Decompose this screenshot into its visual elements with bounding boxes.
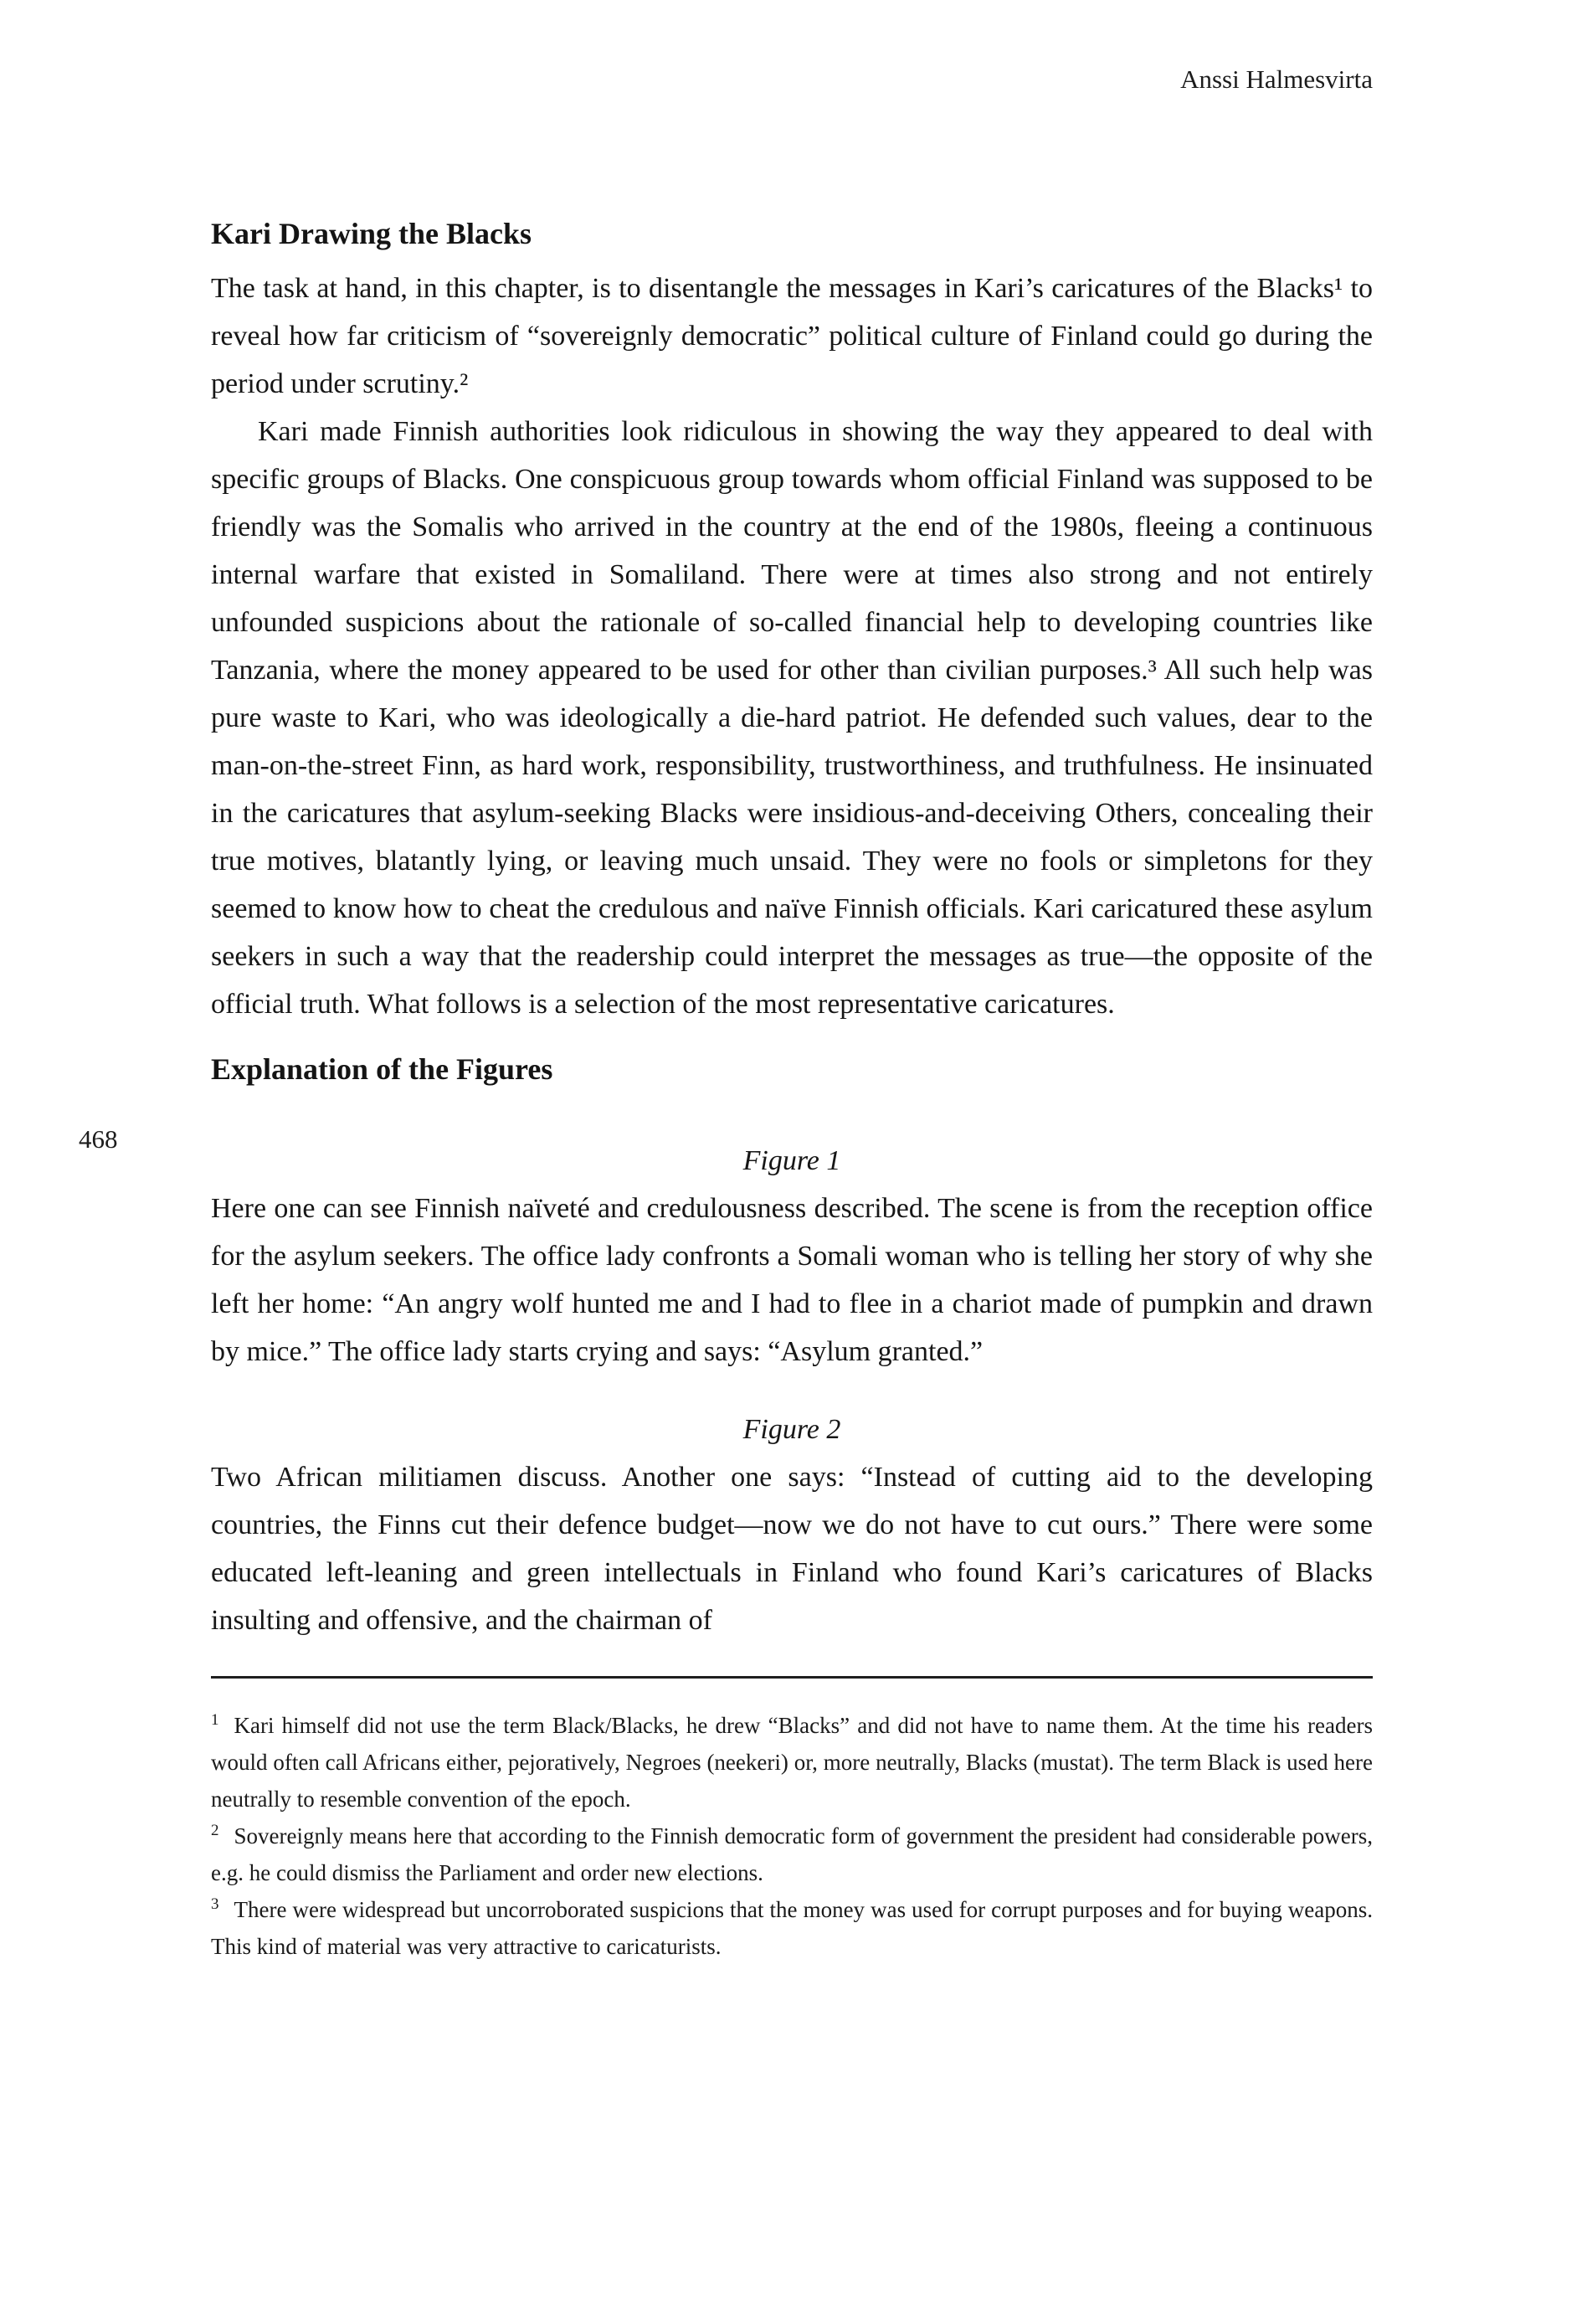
figure-2-label: Figure 2 [742,1414,841,1445]
page-number: 468 [79,1124,118,1154]
footnote-3-marker: 3 [211,1895,219,1913]
figure-1-label: Figure 1 [742,1145,841,1176]
chapter-section-heading: Kari Drawing the Blacks [211,217,532,250]
footnote-2 [211,1818,1373,1891]
footnote-1-marker: 1 [211,1711,219,1729]
footnotes-block [211,1707,1373,1965]
footnote-2-marker: 2 [211,1822,219,1839]
figure-2-description: Two African militiamen discuss. Another one says: “Instead of cutting aid to the developing countries, the Finns cut their defence budget—now we do not have to cut ours.” There were some educated left-leaning and green intellectuals in Finland who found Kari’s caricatures of Blacks insulting and offensive, and the chairman of [211,1462,1373,1636]
figures-section-heading: Explanation of the Figures [211,1052,553,1086]
figure-1-description: Here one can see Finnish naïveté and credulousness described. The scene is from the reception office for the asylum seekers. The office lady confronts a Somali woman who is telling her story of why she left her home: “An angry wolf hunted me and I had to flee in a chariot made of pumpkin and drawn by mice.” The office lady starts crying and says: “Asylum granted.” [211,1193,1373,1367]
text-column [211,0,1373,1965]
footnote-2-text: Sovereignly means here that according to the Finnish democratic form of government the president had considerable powers, e.g. he could dismiss the Parliament and order new elections. [211,1823,1373,1885]
footnote-3 [211,1891,1373,1965]
running-header-author: Anssi Halmesvirta [1180,64,1373,94]
footnote-1 [211,1707,1373,1818]
body-paragraph-2: Kari made Finnish authorities look ridiculous in showing the way they appeared to deal with specific groups of Blacks. One conspicuous group towards whom official Finland was supposed to be friendly was the Somalis who arrived in the country at the end of the 1980s, fleeing a continuous internal warfare that existed in Somaliland. There were at times also strong and not entirely unfounded suspicions about the rationale of so-called financial help to developing countries like Tanzania, where the money appeared to be used for other than civilian purposes.³ All such help was pure waste to Kari, who was ideologically a die-hard patriot. He defended such values, dear to the man-on-the-street Finn, as hard work, responsibility, trustworthiness, and truthfulness. He insinuated in the caricatures that asylum-seeking Blacks were insidious-and-deceiving Others, concealing their true motives, blatantly lying, or leaving much unsaid. They were no fools or simpletons for they seemed to know how to cheat the credulous and naïve Finnish officials. Kari caricatured these asylum seekers in such a way that the readership could interpret the messages as true—the opposite of the official truth. What follows is a selection of the most representative caricatures. [211,416,1373,1020]
body-paragraph-1: The task at hand, in this chapter, is to disentangle the messages in Kari’s caricatures of the Blacks¹ to reveal how far criticism of “sovereignly democratic” political culture of Finland could go during the period under scrutiny.² [211,273,1373,399]
footnote-1-text: Kari himself did not use the term Black/Blacks, he drew “Blacks” and did not have to name them. At the time his readers would often call Africans either, pejoratively, Negroes (neekeri) or, more neutrally, Blacks (mustat). The term Black is used here neutrally to resemble convention of the epoch. [211,1713,1373,1812]
footnote-separator-rule [211,1676,1373,1679]
footnote-3-text: There were widespread but uncorroborated suspicions that the money was used for corrupt purposes and for buying weapons. This kind of material was very attractive to caricaturists. [211,1897,1373,1959]
